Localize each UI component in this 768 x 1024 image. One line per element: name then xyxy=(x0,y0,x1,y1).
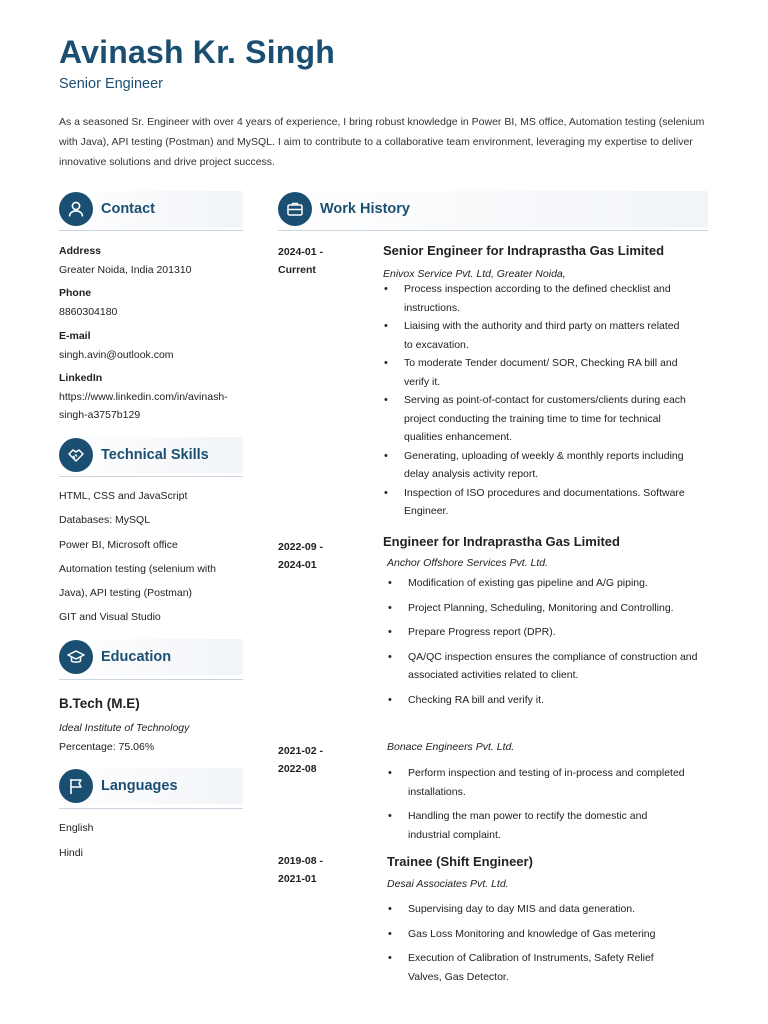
skill-item: HTML, CSS and JavaScript xyxy=(59,490,188,502)
job-bullets xyxy=(386,574,716,709)
list-item: • Checking RA bill and verify it. xyxy=(388,693,544,706)
skill-item: Power BI, Microsoft office xyxy=(59,539,178,551)
skills-divider xyxy=(59,476,243,477)
address-label: Address xyxy=(59,245,102,257)
job-date-end: 2024-01 xyxy=(278,559,317,571)
languages-title: Languages xyxy=(101,778,178,794)
languages-section-header xyxy=(59,766,178,806)
job-bullets xyxy=(386,900,716,986)
contact-divider xyxy=(59,230,243,231)
list-item: • Generating, uploading of weekly & monthly reports including delay analysis activity report. xyxy=(384,449,684,480)
language-item: English xyxy=(59,822,94,834)
job-bullets xyxy=(386,764,716,844)
job-company: Desai Associates Pvt. Ltd. xyxy=(387,878,509,890)
candidate-name: Avinash Kr. Singh xyxy=(59,34,336,70)
work-section-header xyxy=(278,189,410,229)
job-title: Engineer for Indraprastha Gas Limited xyxy=(383,534,620,549)
language-item: Hindi xyxy=(59,847,83,859)
skills-section-header xyxy=(59,435,209,475)
list-item: • Project Planning, Scheduling, Monitoring and Controlling. xyxy=(388,601,674,614)
work-divider xyxy=(278,230,708,231)
list-item: • Modification of existing gas pipeline and A/G piping. xyxy=(388,577,648,589)
job-company: Bonace Engineers Pvt. Ltd. xyxy=(387,741,515,753)
list-item: • Supervising day to day MIS and data generation. xyxy=(388,903,636,915)
job-company: Enivox Service Pvt. Ltd, Greater Noida, xyxy=(383,268,566,280)
skills-title: Technical Skills xyxy=(101,447,209,463)
skill-item: GIT and Visual Studio xyxy=(59,611,161,623)
education-divider xyxy=(59,679,243,680)
job-date-end: 2021-01 xyxy=(278,873,317,885)
institute-name: Ideal Institute of Technology xyxy=(59,722,190,734)
job-date-end: Current xyxy=(278,264,316,276)
linkedin-link-line-1[interactable]: https://www.linkedin.com/in/avinash- xyxy=(59,391,228,403)
skill-item: Java), API testing (Postman) xyxy=(59,587,193,599)
linkedin-label: LinkedIn xyxy=(59,372,103,384)
job-bullets xyxy=(382,280,712,521)
handshake-icon xyxy=(59,438,93,472)
job-title: Trainee (Shift Engineer) xyxy=(387,854,533,869)
job-date-start: 2022-09 - xyxy=(278,541,323,553)
degree-name: B.Tech (M.E) xyxy=(59,696,140,711)
job-company: Anchor Offshore Services Pvt. Ltd. xyxy=(387,557,549,569)
contact-section-header xyxy=(59,189,155,229)
graduation-cap-icon xyxy=(59,640,93,674)
education-section-header xyxy=(59,637,171,677)
phone-label: Phone xyxy=(59,287,92,299)
list-item: • Inspection of ISO procedures and documentations. Software Engineer. xyxy=(384,486,685,517)
linkedin-link-line-2[interactable]: singh-a3757b129 xyxy=(59,409,141,421)
list-item: • Process inspection according to the defined checklist and instructions. xyxy=(384,283,671,314)
list-item: • Handling the man power to rectify the domestic and industrial complaint. xyxy=(388,810,648,841)
list-item: • Perform inspection and testing of in-process and completed installations. xyxy=(388,767,685,798)
skill-item: Databases: MySQL xyxy=(59,514,151,526)
job-date-end: 2022-08 xyxy=(278,763,317,775)
list-item: • Serving as point-of-contact for customers/clients during each project conducting the training time to time for technical qualities enhancement. xyxy=(384,394,686,443)
job-date-start: 2021-02 - xyxy=(278,745,323,757)
list-item: • Execution of Calibration of Instruments, Safety Relief Valves, Gas Detector. xyxy=(388,952,654,983)
address-value: Greater Noida, India 201310 xyxy=(59,264,192,276)
languages-divider xyxy=(59,808,243,809)
email-link[interactable]: singh.avin@outlook.com xyxy=(59,349,174,361)
skill-item: Automation testing (selenium with xyxy=(59,563,216,575)
professional-summary: As a seasoned Sr. Engineer with over 4 years of experience, I bring robust knowledge in Power BI, MS office, Automation testing (selenium with Java), API testing (Postman) and MySQL. I aim to contribute to a collaborative team environment, leveraging my expertise to deliver innovative solutions and drive project success. xyxy=(59,116,705,168)
contact-title: Contact xyxy=(101,201,155,217)
person-icon xyxy=(59,192,93,226)
list-item: • Liaising with the authority and third party on matters related to excavation. xyxy=(384,320,680,351)
candidate-role: Senior Engineer xyxy=(59,76,163,92)
flag-icon xyxy=(59,769,93,803)
email-label: E-mail xyxy=(59,330,91,342)
briefcase-icon xyxy=(278,192,312,226)
job-title: Senior Engineer for Indraprastha Gas Limited xyxy=(383,243,665,258)
percentage-value: Percentage: 75.06% xyxy=(59,741,155,753)
phone-value: 8860304180 xyxy=(59,306,118,318)
list-item: • Prepare Progress report (DPR). xyxy=(388,626,556,638)
job-date-start: 2019-08 - xyxy=(278,855,323,867)
work-title: Work History xyxy=(320,201,410,217)
job-date-start: 2024-01 - xyxy=(278,246,323,258)
list-item: • To moderate Tender document/ SOR, Checking RA bill and verify it. xyxy=(384,357,678,388)
education-title: Education xyxy=(101,649,172,665)
list-item: • Gas Loss Monitoring and knowledge of Gas metering xyxy=(388,927,656,940)
list-item: • QA/QC inspection ensures the compliance of construction and associated activities related to client. xyxy=(388,650,698,681)
